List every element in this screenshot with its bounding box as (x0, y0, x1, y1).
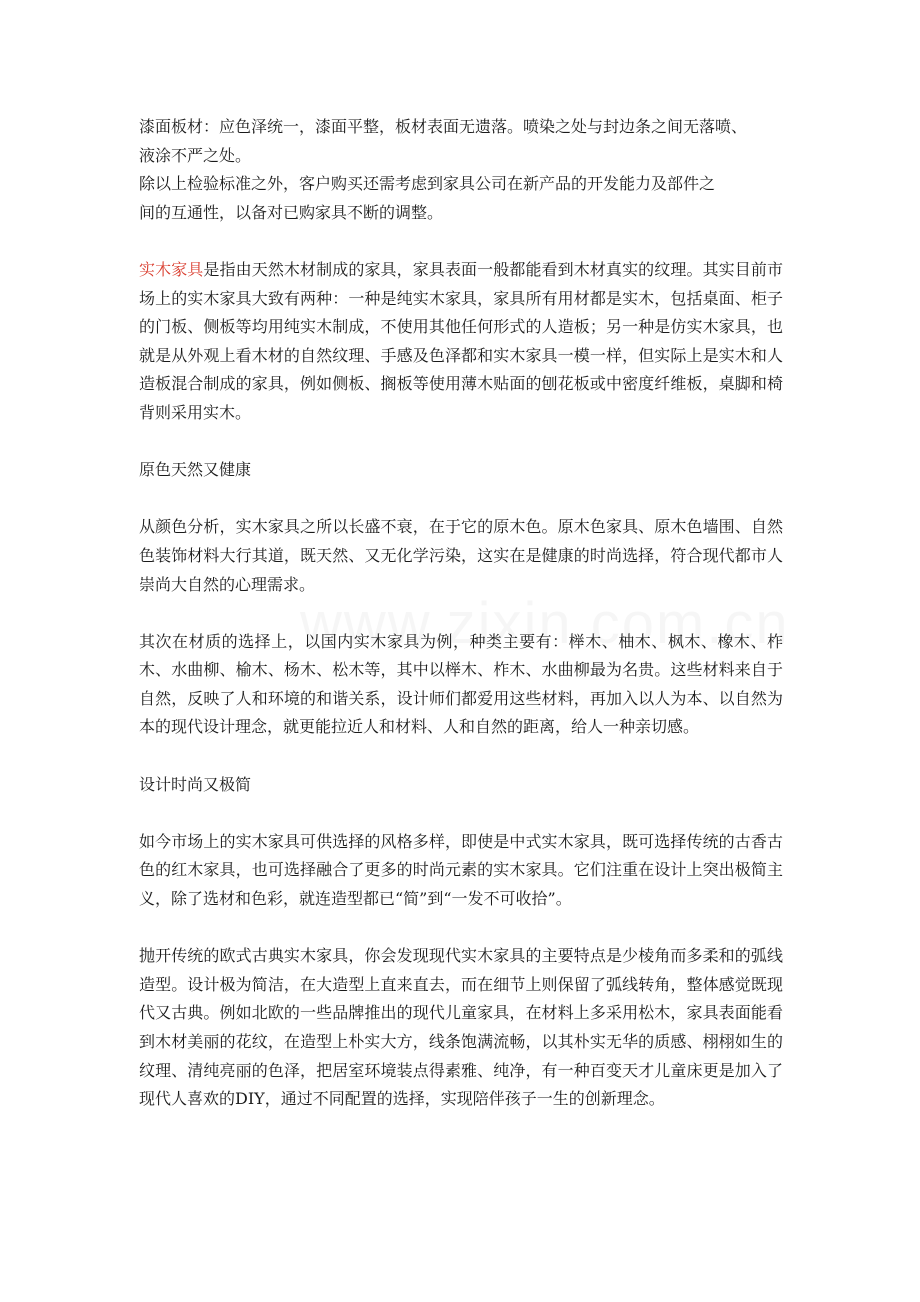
modern-design-paragraph: 抛开传统的欧式古典实木家具，你会发现现代实木家具的主要特点是少棱角而多柔和的弧线造型。设计极为简洁，在大造型上直来直去，而在细节上则保留了弧线转角，整体感觉既现代又古典。例如北欧的一些品牌推出的现代儿童家具，在材料上多采用松木，家具表面能看到木材美丽的花纹，在造型上朴实大方，线条饱满流畅，以其朴实无华的质感、栩栩如生的纹理、清纯亮丽的色泽，把居室环境装点得素雅、纯净，有一种百变天才儿童床更是加入了现代人喜欢的DIY，通过不同配置的选择，实现陪伴孩子一生的创新理念。 (139, 946, 783, 1109)
spacer (139, 799, 783, 828)
section-heading-natural-color: 原色天然又健康 (139, 460, 252, 480)
solid-wood-definition-text: 是指由天然木材制成的家具，家具表面一般都能看到木材真实的纹理。其实目前市场上的实木家具大致有两种：一种是纯实木家具，家具所有用材都是实木，包括桌面、柜子的门板、侧板等均用纯实木制成，不使用其他任何形式的人造板；另一种是仿实木家具，也就是从外观上看木材的自然纹理、手感及色泽都和实木家具一模一样，但实际上是实木和人造板混合制成的家具，例如侧板、搁板等使用薄木贴面的刨花板或中密度纤维板，桌脚和椅背则采用实木。 (139, 259, 783, 422)
document-body (139, 113, 783, 1114)
style-variety-paragraph: 如今市场上的实木家具可供选择的风格多样，即使是中式实木家具，既可选择传统的古香古色的红木家具，也可选择融合了更多的时尚元素的实木家具。它们注重在设计上突出极简主义，除了选材和色彩，就连造型都已“简”到“一发不可收拾”。 (139, 831, 783, 909)
inspection-note-line-1: 除以上检验标准之外，客户购买还需考虑到家具公司在新产品的开发能力及部件之 (139, 174, 716, 194)
section-heading-minimal-design: 设计时尚又极简 (139, 774, 252, 794)
solid-wood-term: 实木家具 (139, 259, 204, 279)
inspection-note-paragraph (139, 170, 783, 227)
paint-board-line-2: 液涂不严之处。 (139, 145, 252, 165)
spacer (139, 428, 783, 457)
paint-board-line-1: 漆面板材：应色泽统一，漆面平整，板材表面无遗落。喷染之处与封边条之间无落喷、 (139, 117, 748, 136)
spacer (139, 742, 783, 771)
inspection-note-line-2: 间的互通性，以备对已购家具不断的调整。 (139, 202, 444, 222)
paint-board-paragraph (139, 113, 783, 170)
color-analysis-paragraph: 从颜色分析，实木家具之所以长盛不衰，在于它的原木色。原木色家具、原木色墙围、自然色装饰材料大行其道，既天然、又无化学污染，这实在是健康的时尚选择，符合现代都市人崇尚大自然的心理需求。 (139, 517, 783, 594)
spacer (139, 914, 783, 943)
material-choice-paragraph: 其次在材质的选择上，以国内实木家具为例，种类主要有：榉木、柚木、枫木、橡木、柞木、水曲柳、榆木、杨木、松木等，其中以榉木、柞木、水曲柳最为名贵。这些材料来自于自然，反映了人和环境的和谐关系，设计师们都爱用这些材料，再加入以人为本、以自然为本的现代设计理念，就更能拉近人和材料、人和自然的距离，给人一种亲切感。 (139, 631, 783, 737)
spacer (139, 485, 783, 514)
solid-wood-definition-paragraph (139, 256, 783, 428)
spacer (139, 227, 783, 256)
spacer (139, 599, 783, 628)
